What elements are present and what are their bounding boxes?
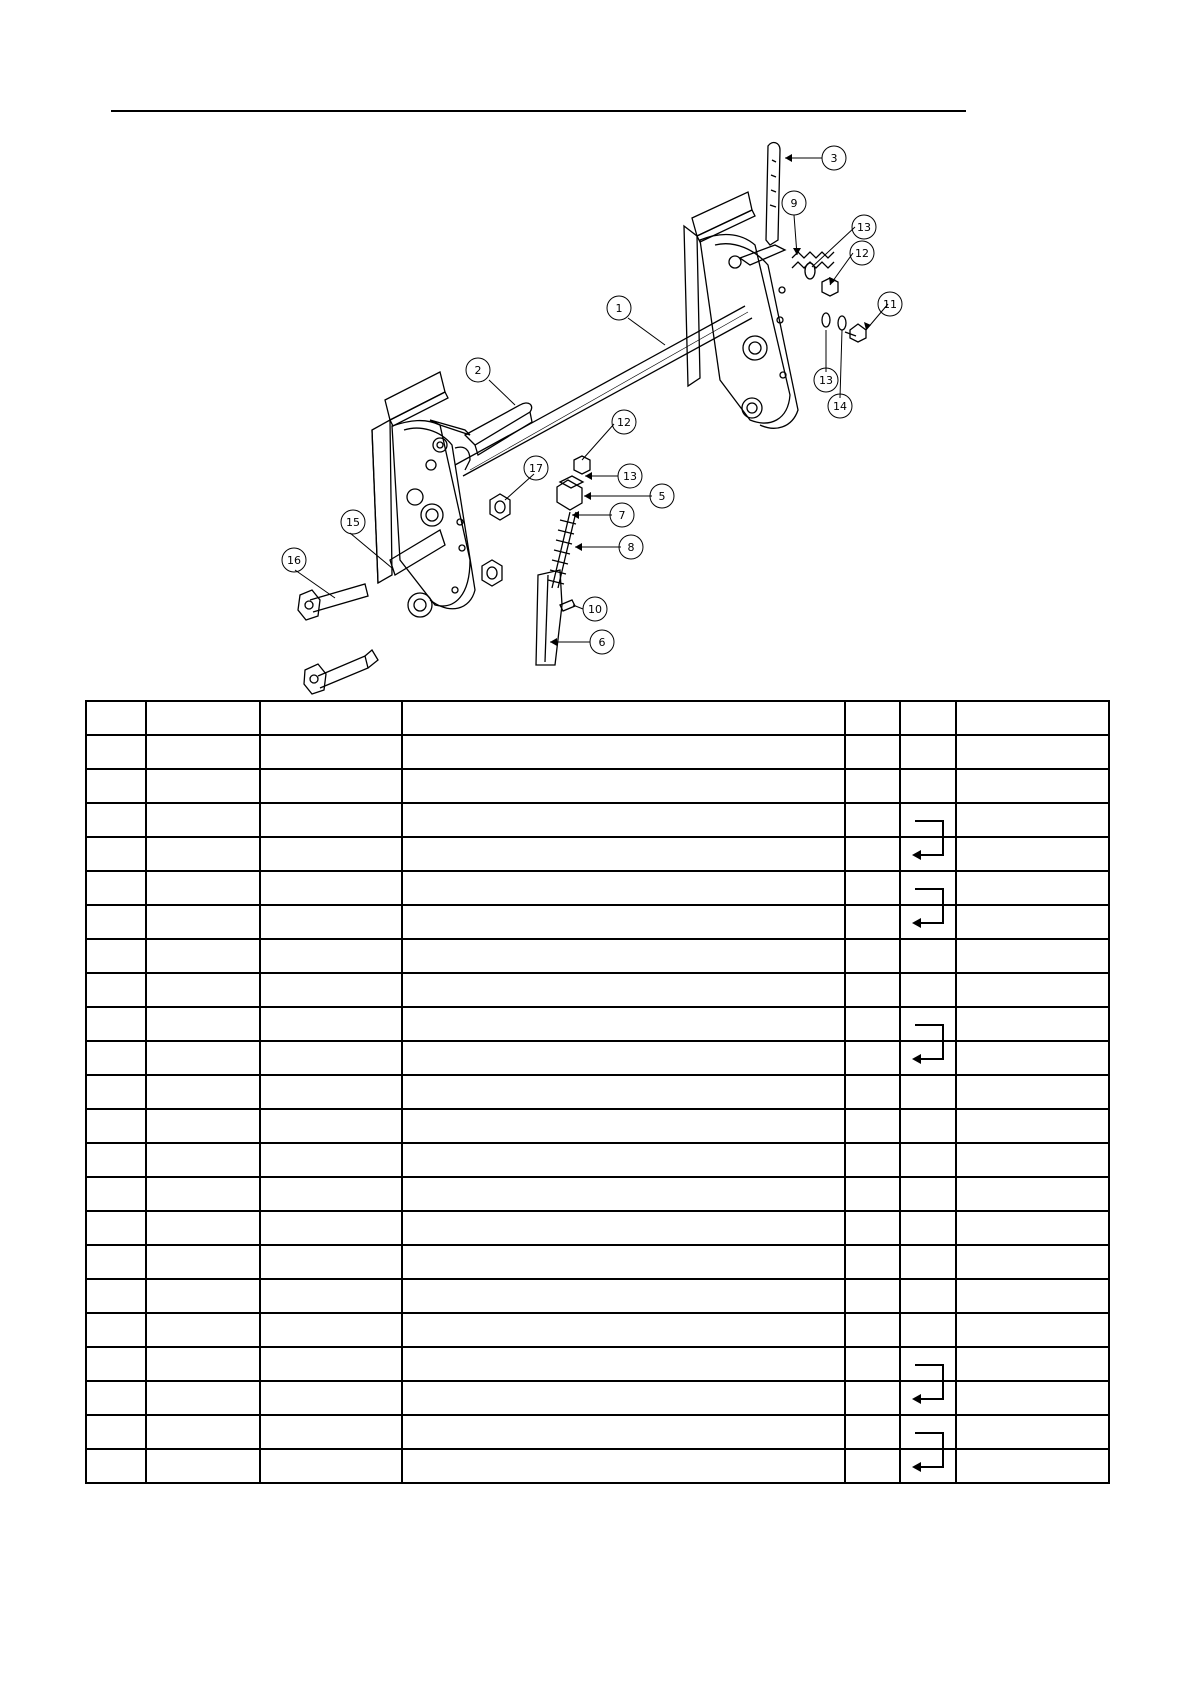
qty-cell <box>845 1177 900 1211</box>
callout-label-14: 14 <box>833 400 847 413</box>
group-cell <box>900 769 956 803</box>
note-cell <box>956 1211 1109 1245</box>
callout-label-17: 17 <box>529 462 543 475</box>
ref-cell <box>260 1245 402 1279</box>
code-cell <box>146 1245 260 1279</box>
item-cell <box>86 1381 146 1415</box>
ref-cell <box>260 803 402 837</box>
description-cell <box>402 1279 845 1313</box>
ref-cell <box>260 1279 402 1313</box>
table-row <box>86 1279 1109 1313</box>
item-cell <box>86 803 146 837</box>
note-cell <box>956 1381 1109 1415</box>
blade-part-6 <box>536 570 562 665</box>
group-cell <box>900 1211 956 1245</box>
code-cell <box>146 1347 260 1381</box>
group-cell <box>900 1313 956 1347</box>
note-cell <box>956 1075 1109 1109</box>
table-row <box>86 1177 1109 1211</box>
item-cell <box>86 1007 146 1041</box>
description-cell <box>402 1449 845 1483</box>
qty-cell <box>845 701 900 735</box>
qty-cell <box>845 1313 900 1347</box>
ref-cell <box>260 1109 402 1143</box>
note-cell <box>956 1347 1109 1381</box>
note-cell <box>956 1449 1109 1483</box>
description-cell <box>402 735 845 769</box>
item-cell <box>86 1143 146 1177</box>
item-cell <box>86 1075 146 1109</box>
code-cell <box>146 1041 260 1075</box>
bolt-part-16 <box>298 584 378 694</box>
note-cell <box>956 769 1109 803</box>
code-cell <box>146 1109 260 1143</box>
description-cell <box>402 701 845 735</box>
note-cell <box>956 871 1109 905</box>
item-cell <box>86 973 146 1007</box>
item-cell <box>86 871 146 905</box>
callout-label-2: 2 <box>474 364 482 377</box>
table-row <box>86 1415 1109 1449</box>
qty-cell <box>845 871 900 905</box>
qty-cell <box>845 1143 900 1177</box>
qty-cell <box>845 1007 900 1041</box>
qty-cell <box>845 1347 900 1381</box>
note-cell <box>956 701 1109 735</box>
item-cell <box>86 735 146 769</box>
lever-part-3 <box>766 143 780 245</box>
ref-cell <box>260 769 402 803</box>
qty-cell <box>845 1041 900 1075</box>
qty-cell <box>845 905 900 939</box>
qty-cell <box>845 1279 900 1313</box>
group-cell <box>900 837 956 871</box>
item-cell <box>86 1347 146 1381</box>
leader-lines <box>295 158 888 642</box>
code-cell <box>146 803 260 837</box>
callout-label-12-top: 12 <box>855 247 869 260</box>
ref-cell <box>260 973 402 1007</box>
ref-cell <box>260 1313 402 1347</box>
note-cell <box>956 1279 1109 1313</box>
table-row <box>86 1143 1109 1177</box>
table-row <box>86 837 1109 871</box>
code-cell <box>146 1177 260 1211</box>
callout-label-13-mid: 13 <box>819 374 833 387</box>
group-cell <box>900 939 956 973</box>
table-row <box>86 905 1109 939</box>
table-row <box>86 1109 1109 1143</box>
block-part-5 <box>557 476 583 510</box>
item-cell <box>86 1313 146 1347</box>
item-cell <box>86 1415 146 1449</box>
item-cell <box>86 905 146 939</box>
group-cell <box>900 973 956 1007</box>
description-cell <box>402 1177 845 1211</box>
note-cell <box>956 735 1109 769</box>
code-cell <box>146 735 260 769</box>
code-cell <box>146 1143 260 1177</box>
callout-label-13-top: 13 <box>857 221 871 234</box>
code-cell <box>146 1007 260 1041</box>
group-cell <box>900 1041 956 1075</box>
washer-part-14 <box>838 316 846 330</box>
code-cell <box>146 1313 260 1347</box>
description-cell <box>402 769 845 803</box>
parts-table-body <box>86 701 1109 1483</box>
exploded-parts-drawing <box>0 0 1190 700</box>
description-cell <box>402 1211 845 1245</box>
callout-label-7: 7 <box>618 509 626 522</box>
code-cell <box>146 1211 260 1245</box>
callout-label-11: 11 <box>883 298 897 311</box>
nut-part-12 <box>574 278 838 474</box>
item-cell <box>86 701 146 735</box>
ref-cell <box>260 1075 402 1109</box>
callout-label-1: 1 <box>615 302 623 315</box>
group-cell <box>900 1007 956 1041</box>
callout-label-15: 15 <box>346 516 360 529</box>
qty-cell <box>845 735 900 769</box>
callout-label-13-low: 13 <box>623 470 637 483</box>
table-row <box>86 1245 1109 1279</box>
table-row <box>86 701 1109 735</box>
table-row <box>86 871 1109 905</box>
description-cell <box>402 1415 845 1449</box>
leader-arrowheads <box>550 154 871 646</box>
callout-label-3: 3 <box>830 152 838 165</box>
ref-cell <box>260 871 402 905</box>
code-cell <box>146 905 260 939</box>
description-cell <box>402 1075 845 1109</box>
group-cell <box>900 1347 956 1381</box>
group-cell <box>900 1075 956 1109</box>
note-cell <box>956 1143 1109 1177</box>
description-cell <box>402 1245 845 1279</box>
qty-cell <box>845 769 900 803</box>
table-row <box>86 939 1109 973</box>
group-cell <box>900 1143 956 1177</box>
description-cell <box>402 905 845 939</box>
qty-cell <box>845 1381 900 1415</box>
code-cell <box>146 973 260 1007</box>
ref-cell <box>260 1007 402 1041</box>
note-cell <box>956 905 1109 939</box>
ref-cell <box>260 1177 402 1211</box>
table-row <box>86 1075 1109 1109</box>
table-row <box>86 1041 1109 1075</box>
callout-label-12-mid: 12 <box>617 416 631 429</box>
note-cell <box>956 1007 1109 1041</box>
washer-part-13 <box>805 263 830 327</box>
qty-cell <box>845 1415 900 1449</box>
ref-cell <box>260 939 402 973</box>
code-cell <box>146 1415 260 1449</box>
bolt-part-11 <box>845 324 866 342</box>
ref-cell <box>260 837 402 871</box>
table-row <box>86 1313 1109 1347</box>
code-cell <box>146 701 260 735</box>
note-cell <box>956 1041 1109 1075</box>
ref-cell <box>260 1041 402 1075</box>
table-row <box>86 769 1109 803</box>
group-cell <box>900 701 956 735</box>
note-cell <box>956 1109 1109 1143</box>
group-cell <box>900 1109 956 1143</box>
item-cell <box>86 1449 146 1483</box>
item-cell <box>86 1177 146 1211</box>
table-row <box>86 1347 1109 1381</box>
note-cell <box>956 1245 1109 1279</box>
item-cell <box>86 769 146 803</box>
description-cell <box>402 1347 845 1381</box>
group-cell <box>900 1177 956 1211</box>
shaft-part <box>455 306 752 476</box>
group-cell <box>900 871 956 905</box>
callout-label-8: 8 <box>627 541 635 554</box>
table-row <box>86 803 1109 837</box>
right-bracket-part <box>684 192 798 428</box>
ref-cell <box>260 905 402 939</box>
description-cell <box>402 871 845 905</box>
note-cell <box>956 803 1109 837</box>
ref-cell <box>260 1347 402 1381</box>
callout-label-16: 16 <box>287 554 301 567</box>
callout-label-6: 6 <box>598 636 606 649</box>
group-cell <box>900 1415 956 1449</box>
code-cell <box>146 939 260 973</box>
table-row <box>86 973 1109 1007</box>
qty-cell <box>845 1075 900 1109</box>
code-cell <box>146 769 260 803</box>
qty-cell <box>845 939 900 973</box>
note-cell <box>956 1177 1109 1211</box>
group-cell <box>900 1381 956 1415</box>
code-cell <box>146 837 260 871</box>
left-bracket-part <box>372 372 475 617</box>
nut-part-17 <box>482 494 510 586</box>
group-cell <box>900 803 956 837</box>
ref-cell <box>260 1381 402 1415</box>
note-cell <box>956 1313 1109 1347</box>
item-cell <box>86 1211 146 1245</box>
table-row <box>86 735 1109 769</box>
callouts <box>282 146 902 654</box>
parts-list-table <box>85 700 1110 1484</box>
group-cell <box>900 1279 956 1313</box>
qty-cell <box>845 1211 900 1245</box>
group-cell <box>900 1449 956 1483</box>
code-cell <box>146 1381 260 1415</box>
description-cell <box>402 1313 845 1347</box>
description-cell <box>402 973 845 1007</box>
qty-cell <box>845 803 900 837</box>
description-cell <box>402 1143 845 1177</box>
description-cell <box>402 939 845 973</box>
group-cell <box>900 1245 956 1279</box>
code-cell <box>146 1075 260 1109</box>
item-cell <box>86 1041 146 1075</box>
description-cell <box>402 1381 845 1415</box>
ref-cell <box>260 1143 402 1177</box>
callout-label-9: 9 <box>790 197 798 210</box>
group-cell <box>900 735 956 769</box>
ref-cell <box>260 701 402 735</box>
callout-label-10: 10 <box>588 603 602 616</box>
description-cell <box>402 1007 845 1041</box>
description-cell <box>402 837 845 871</box>
item-cell <box>86 1279 146 1313</box>
code-cell <box>146 1449 260 1483</box>
table-row <box>86 1211 1109 1245</box>
description-cell <box>402 803 845 837</box>
spring-part-8 <box>548 512 576 588</box>
qty-cell <box>845 1245 900 1279</box>
ref-cell <box>260 1449 402 1483</box>
group-cell <box>900 905 956 939</box>
qty-cell <box>845 973 900 1007</box>
code-cell <box>146 871 260 905</box>
table-row <box>86 1449 1109 1483</box>
code-cell <box>146 1279 260 1313</box>
item-cell <box>86 837 146 871</box>
item-cell <box>86 1245 146 1279</box>
description-cell <box>402 1041 845 1075</box>
qty-cell <box>845 1449 900 1483</box>
note-cell <box>956 973 1109 1007</box>
note-cell <box>956 1415 1109 1449</box>
ref-cell <box>260 1415 402 1449</box>
qty-cell <box>845 1109 900 1143</box>
ref-cell <box>260 735 402 769</box>
item-cell <box>86 939 146 973</box>
note-cell <box>956 939 1109 973</box>
note-cell <box>956 837 1109 871</box>
description-cell <box>402 1109 845 1143</box>
table-row <box>86 1007 1109 1041</box>
table-row <box>86 1381 1109 1415</box>
callout-label-5: 5 <box>658 490 666 503</box>
qty-cell <box>845 837 900 871</box>
ref-cell <box>260 1211 402 1245</box>
item-cell <box>86 1109 146 1143</box>
